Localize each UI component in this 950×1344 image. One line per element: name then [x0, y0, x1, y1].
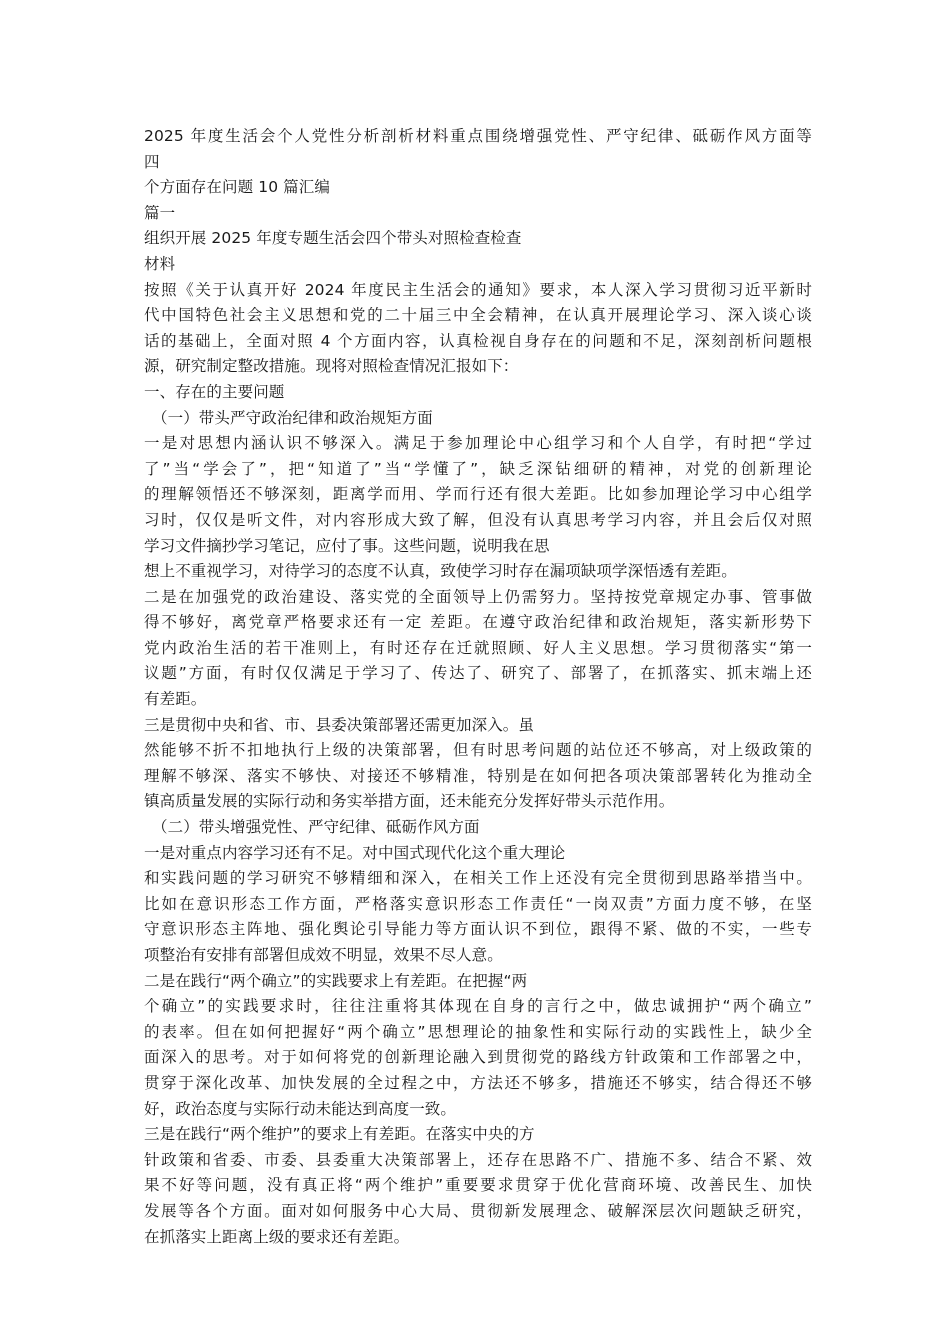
document-line: 得不够好，离党章严格要求还有一定 差距。在遵守政治纪律和政治规矩，落实新形势下	[144, 613, 812, 632]
document-line: 一、存在的主要问题	[144, 382, 285, 401]
document-line: 材料	[144, 254, 176, 273]
document-line: 的理解领悟还不够深刻，距离学而用、学而行还有很大差距。比如参加理论学习中心组学	[144, 485, 812, 504]
document-line: 习时，仅仅是听文件，对内容形成大致了解，但没有认真思考学习内容，并且会后仅对照	[144, 510, 812, 529]
document-line: 理解不够深、落实不够快、对接还不够精准，特别是在如何把各项决策部署转化为推动全	[144, 766, 812, 785]
document-line: 代中国特色社会主义思想和党的二十届三中全会精神，在认真开展理论学习、深入谈心谈	[144, 306, 812, 325]
document-line: 2025 年度生活会个人党性分析剖析材料重点围绕增强党性、严守纪律、砥砺作风方面等	[144, 127, 812, 145]
document-line: 源，研究制定整改措施。现将对照检查情况汇报如下：	[144, 357, 519, 376]
document-page	[144, 124, 812, 1250]
document-line: 组织开展 2025 年度专题生活会四个带头对照检查检查	[144, 229, 522, 248]
document-line: 党内政治生活的若干准则上，有时还存在迁就照顾、好人主义思想。学习贯彻落实“第一	[144, 638, 812, 657]
document-line: 守意识形态主阵地、强化舆论引导能力等方面认识不到位，跟得不紧、做的不实，一些专	[144, 920, 812, 939]
document-line: 在抓落实上距离上级的要求还有差距。	[144, 1227, 410, 1246]
document-line: 学习文件摘抄学习笔记，应付了事。这些问题，说明我在思	[144, 536, 550, 555]
document-line: 话的基础上，全面对照 4 个方面内容，认真检视自身存在的问题和不足，深刻剖析问题根	[144, 331, 812, 350]
document-line: 贯穿于深化改革、加快发展的全过程之中，方法还不够多，措施还不够实，结合得还不够	[144, 1073, 812, 1092]
document-line: 有差距。	[144, 690, 207, 709]
document-line: （一）带头严守政治纪律和政治规矩方面	[152, 408, 433, 427]
document-line: 个确立”的实践要求时，往往注重将其体现在自身的言行之中，做忠诚拥护“两个确立”	[144, 997, 812, 1016]
document-line: 项整治有安排有部署但成效不明显，效果不尽人意。	[144, 946, 503, 964]
document-line: 篇一	[144, 203, 176, 222]
document-line: 一是对思想内涵认识不够深入。满足于参加理论中心组学习和个人自学，有时把“学过	[144, 434, 812, 453]
document-line: 个方面存在问题 10 篇汇编	[144, 178, 330, 197]
document-line: 三是贯彻中央和省、市、县委决策部署还需更加深入。虽	[144, 715, 535, 734]
document-line: 二是在加强党的政治建设、落实党的全面领导上仍需努力。坚持按党章规定办事、管事做	[144, 587, 812, 606]
document-line: 好，政治态度与实际行动未能达到高度一致。	[144, 1099, 457, 1118]
document-line: 镇高质量发展的实际行动和务实举措方面，还未能充分发挥好带头示范作用。	[144, 792, 675, 811]
document-line: 和实践问题的学习研究不够精细和深入，在相关工作上还没有完全贯彻到思路举措当中。	[144, 869, 812, 888]
document-line: 面深入的思考。对于如何将党的创新理论融入到贯彻党的路线方针政策和工作部署之中，	[144, 1048, 812, 1067]
document-line: 了”当“学会了”，把“知道了”当“学懂了”，缺乏深钻细研的精神，对党的创新理论	[144, 459, 812, 478]
document-line: 然能够不折不扣地执行上级的决策部署，但有时思考问题的站位还不够高，对上级政策的	[144, 741, 812, 760]
document-line: 的表率。但在如何把握好“两个确立”思想理论的抽象性和实际行动的实践性上，缺少全	[144, 1022, 812, 1041]
document-line: 二是在践行“两个确立”的实践要求上有差距。在把握“两	[144, 971, 528, 990]
document-line: 议题”方面，有时仅仅满足于学习了、传达了、研究了、部署了，在抓落实、抓末端上还	[144, 664, 812, 683]
document-line: 想上不重视学习，对待学习的态度不认真，致使学习时存在漏项缺项学深悟透有差距。	[144, 562, 737, 581]
document-line: （二）带头增强党性、严守纪律、砥砺作风方面	[152, 818, 480, 837]
document-line: 果不好等问题，没有真正将“两个维护”重要要求贯穿于优化营商环境、改善民生、加快	[144, 1176, 812, 1195]
document-line: 四	[144, 152, 160, 171]
document-line: 一是对重点内容学习还有不足。对中国式现代化这个重大理论	[144, 843, 566, 862]
document-line: 三是在践行“两个维护”的要求上有差距。在落实中央的方	[144, 1125, 535, 1144]
document-line: 按照《关于认真开好 2024 年度民主生活会的通知》要求，本人深入学习贯彻习近平新时	[144, 280, 812, 299]
document-line: 比如在意识形态工作方面，严格落实意识形态工作责任“一岗双责”方面力度不够，在坚	[144, 894, 812, 913]
document-line: 发展等各个方面。面对如何服务中心大局、贯彻新发展理念、破解深层次问题缺乏研究，	[144, 1201, 812, 1220]
document-line: 针政策和省委、市委、县委重大决策部署上，还存在思路不广、措施不多、结合不紧、效	[144, 1150, 812, 1169]
